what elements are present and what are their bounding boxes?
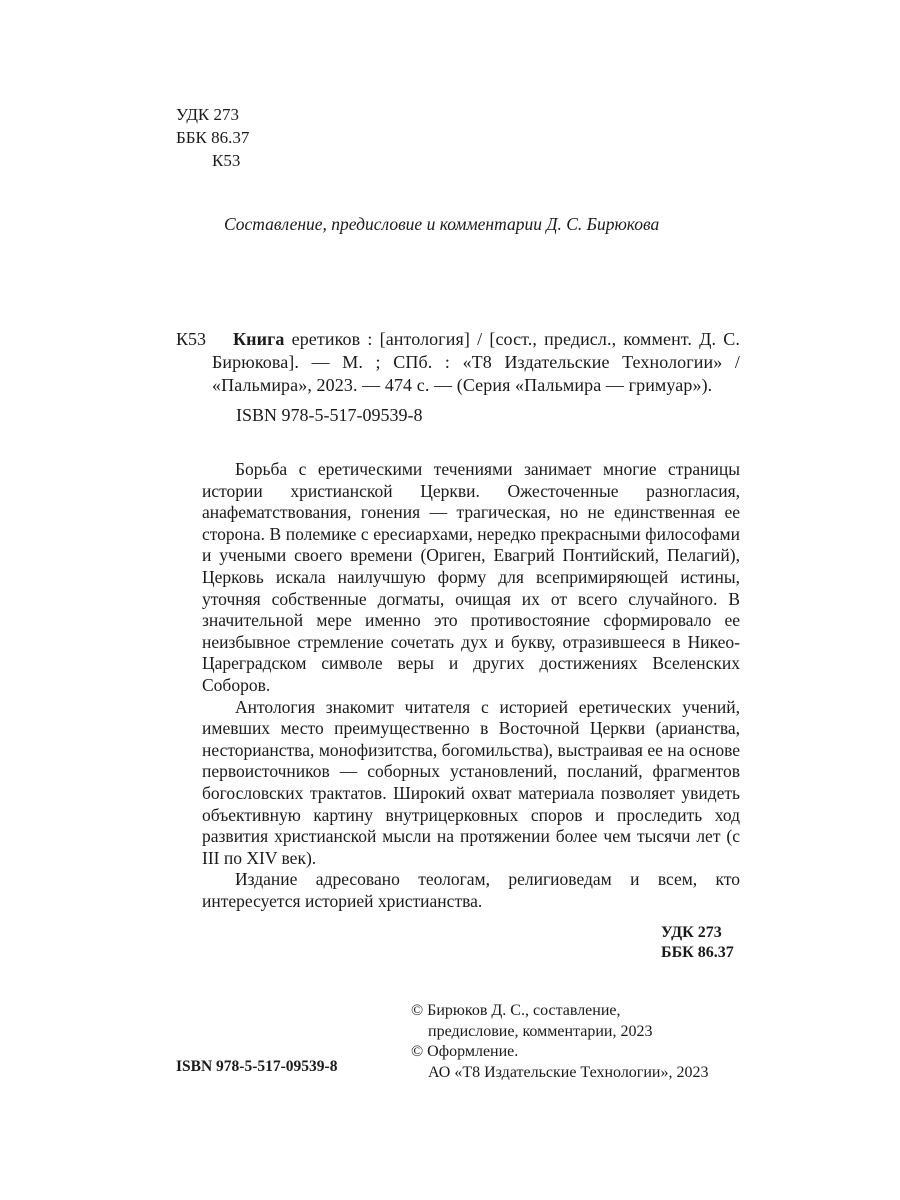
bbk-code: ББК 86.37 bbox=[176, 128, 250, 147]
annotation-paragraph: Антология знакомит читателя с историей еретических учений, имевших место преимущественно в Восточной Церкви (арианства, несторианства, монофизитства, богомильства), выстраивая ее на основе первоисточников — соборных установлений, посланий, фрагментов богословских трактатов. Широкий охват материала позволяет увидеть объективную картину внутрицерковных споров и проследить ход развития христианской мысли на протяжении более чем тысячи лет (с III по XIV век). bbox=[202, 696, 740, 868]
author-mark: К53 bbox=[212, 151, 241, 170]
annotation-paragraph: Борьба с еретическими течениями занимает многие страницы истории христианской Церкви. Ожесточенные разногласия, анафематствования, гонения — трагическая, но не единственная ее сторона. В полемике с ересиархами, нередко прекрасными философами и учеными своего времени (Ориген, Евагрий Понтийский, Пелагий), Церковь искала наилучшую форму для всепримиряющей истины, уточняя собственные догматы, очищая их от всего случайного. В значительной мере именно это противостояние сформировало ее неизбывное стремление сочетать дух и букву, отразившееся в Никео-Цареградском символе веры и других достижениях Вселенских Соборов. bbox=[202, 459, 740, 695]
copyright-line: © Оформление. bbox=[411, 1043, 519, 1060]
entry-isbn: ISBN 978-5-517-09539-8 bbox=[236, 405, 423, 425]
compiler-credit: Составление, предисловие и комментарии Д. С. Бирюкова bbox=[224, 214, 660, 234]
annotation-paragraph: Издание адресовано теологам, религиоведам и всем, кто интересуется историей христианства. bbox=[202, 869, 740, 911]
entry-description: еретиков : [антология] / [сост., предисл., коммент. Д. С. Бирюкова]. — М. ; СПб. : «Т8 Издательские Технологии» / «Пальмира», 2023. — 474 с. — (Серия «Пальмира — гримуар»). bbox=[212, 329, 740, 395]
copyright-line: АО «Т8 Издательские Технологии», 2023 bbox=[428, 1063, 709, 1081]
entry-title: Книга bbox=[233, 329, 285, 349]
header-codes bbox=[176, 103, 249, 172]
classification-codes bbox=[661, 923, 734, 963]
udk-code-bottom: УДК 273 bbox=[661, 924, 722, 941]
copyright-block bbox=[411, 1001, 709, 1083]
copyright-line: предисловие, комментарии, 2023 bbox=[428, 1022, 653, 1040]
entry-author-mark: К53 bbox=[176, 329, 207, 349]
catalog-entry bbox=[176, 328, 740, 427]
annotation bbox=[202, 459, 740, 912]
copyright-line: © Бирюков Д. С., составление, bbox=[411, 1002, 621, 1019]
isbn-bottom: ISBN 978-5-517-09539-8 bbox=[176, 1058, 338, 1075]
udk-code: УДК 273 bbox=[176, 105, 240, 124]
bibliographic-description bbox=[212, 328, 740, 397]
bbk-code-bottom: ББК 86.37 bbox=[661, 944, 734, 961]
